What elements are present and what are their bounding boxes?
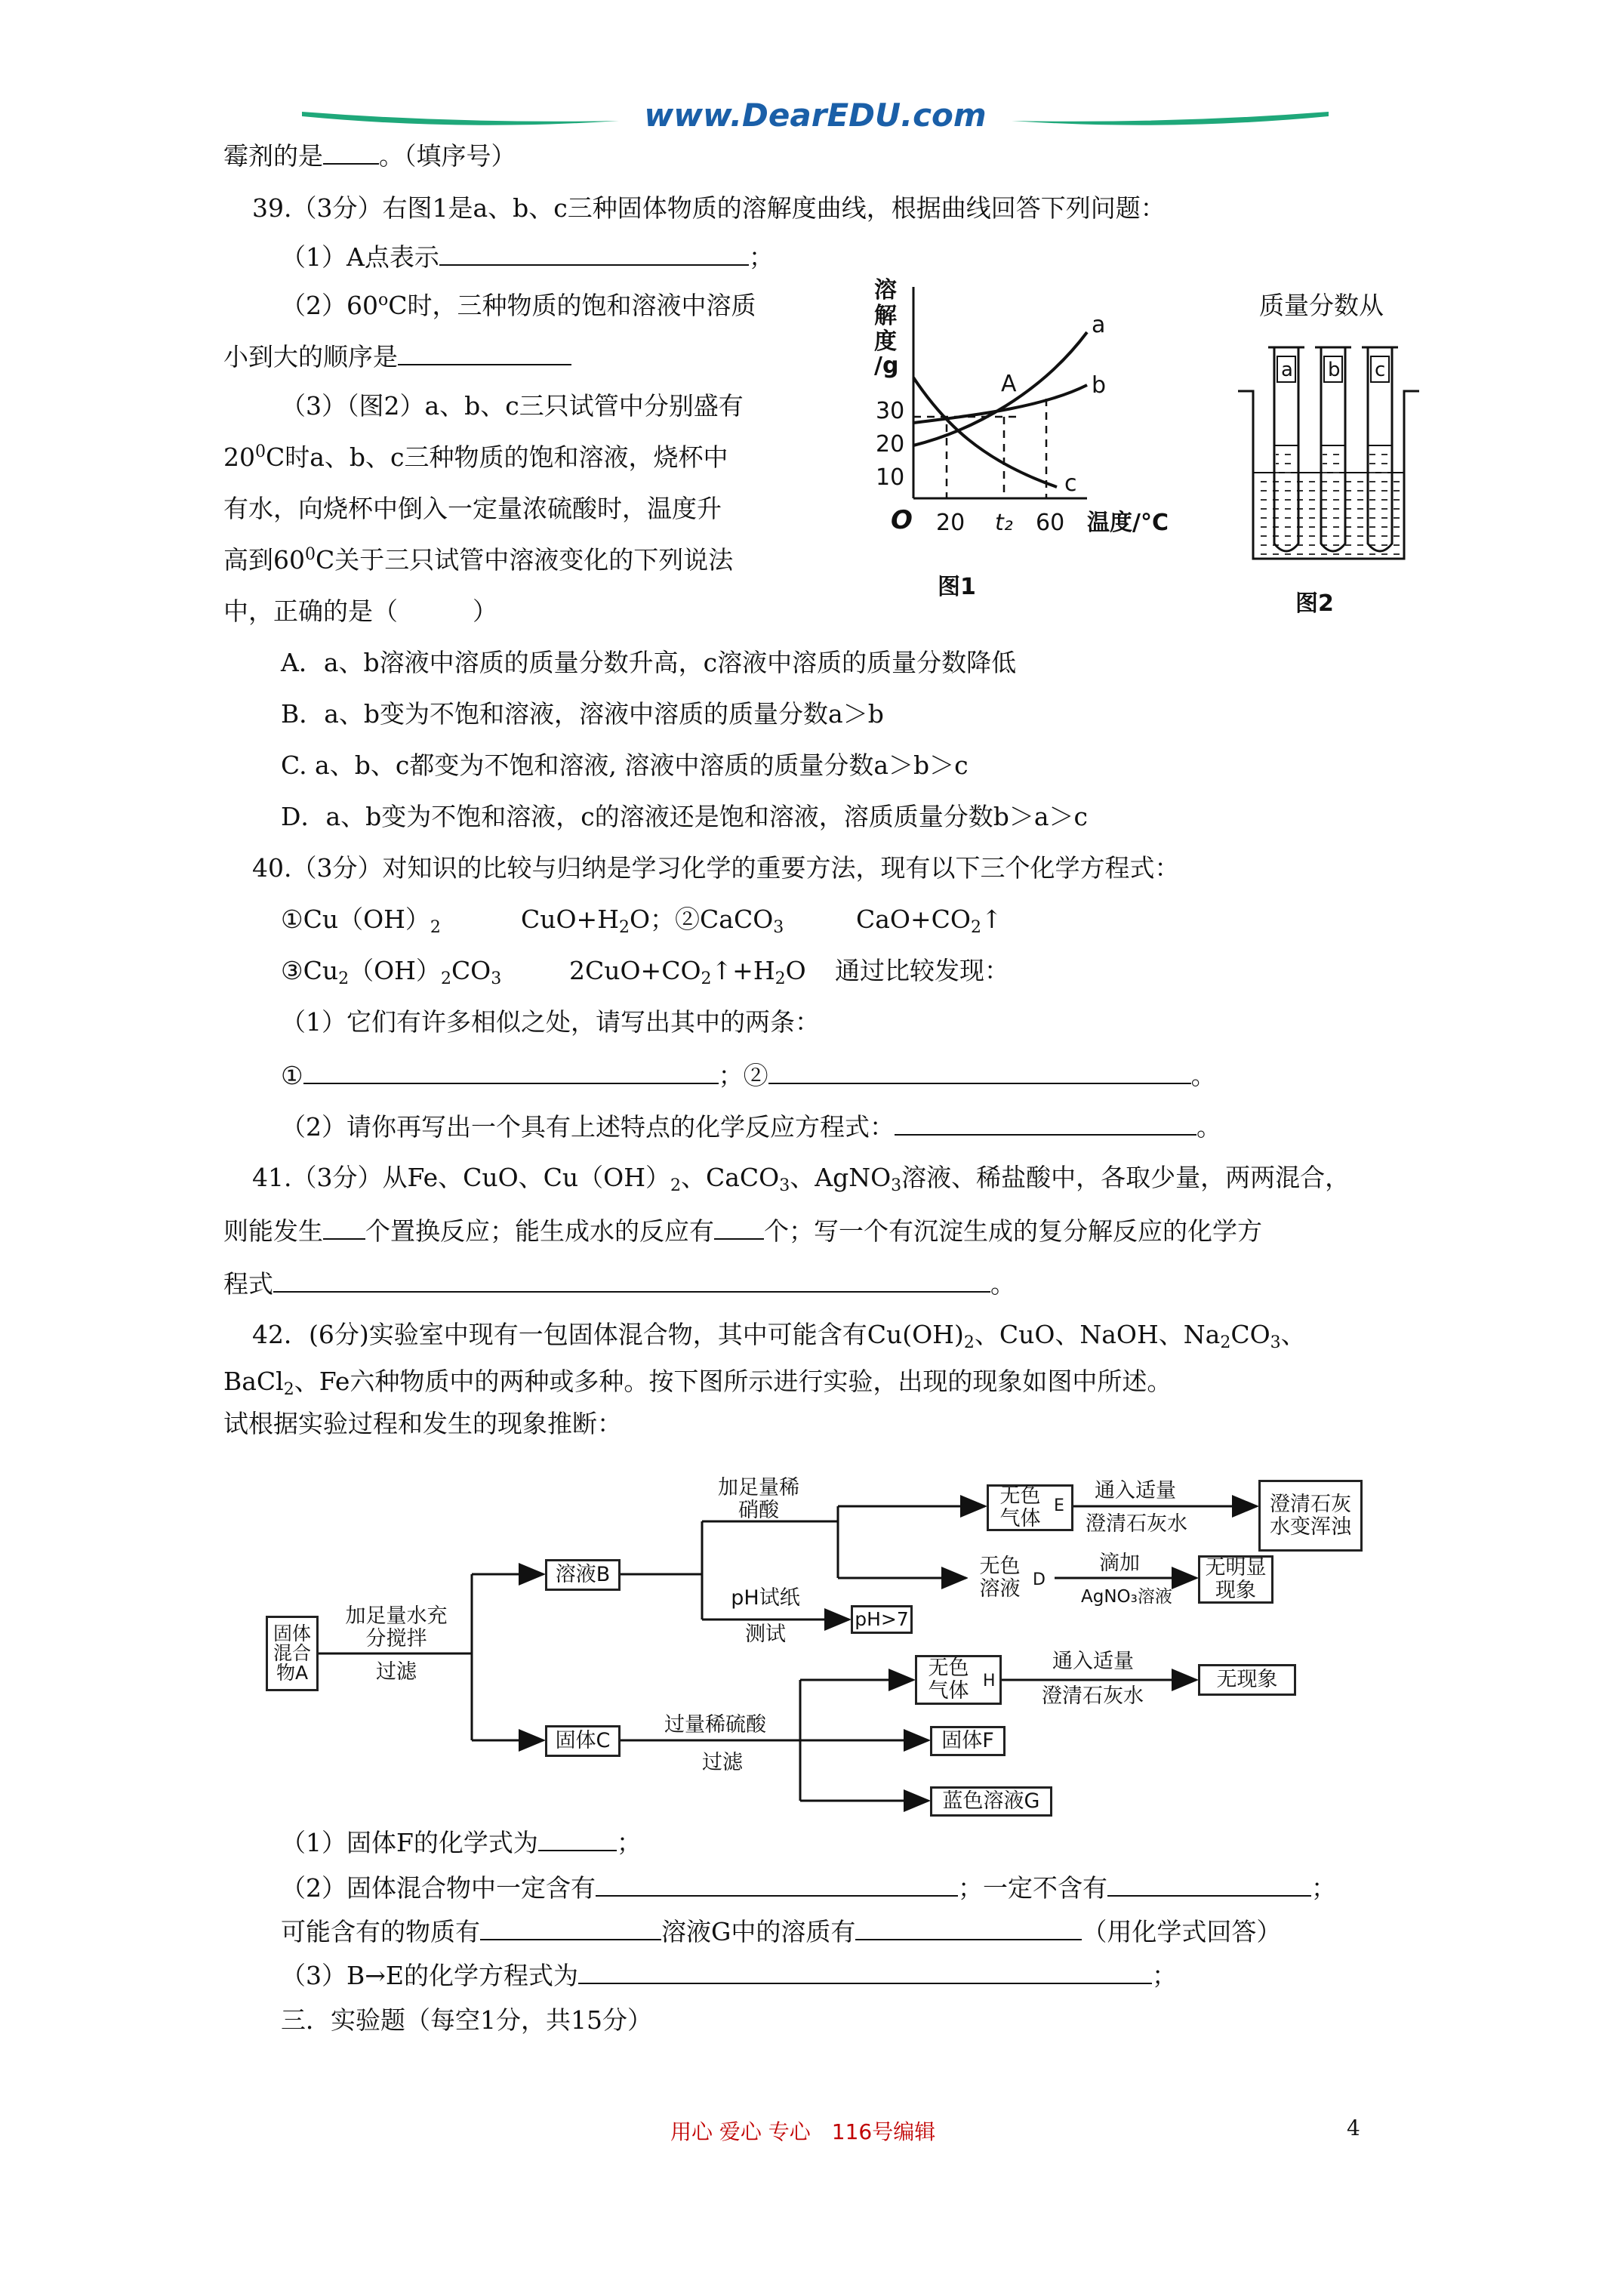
tube-label-c: c <box>1375 359 1386 381</box>
q40-1: （1）它们有许多相似之处，请写出其中的两条： <box>281 1007 820 1037</box>
fig1-curve-b: b <box>1092 372 1107 399</box>
flow-turbid: 澄清石灰水变浑浊 <box>1258 1480 1363 1552</box>
fig1-curve-a: a <box>1092 312 1106 338</box>
q42-line3: 试根据实验过程和发生的现象推断： <box>223 1409 622 1438</box>
fig1-xtick-60: 60 <box>1036 510 1065 536</box>
flow-sol-d: 无色溶液 <box>968 1552 1055 1604</box>
q41-line2: 则能发生 个置换反应；能生成水的反应有 个；写一个有沉淀生成的复分解反应的化学方 <box>223 1216 1262 1246</box>
flow-ph-result: pH>7 <box>851 1605 913 1634</box>
fig1-ylabel-4: /g <box>874 353 899 379</box>
q42-line1: 42．(6分)实验室中现有一包固体混合物，其中可能含有$Cu(OH)_2$、CuO、NaOH、$Na_2CO_3$、 <box>252 1320 1306 1352</box>
flow-solid-a: 固体混合物A <box>266 1616 319 1691</box>
option-c: C. a、b、c都变为不饱和溶液, 溶液中溶质的质量分数a＞b＞c <box>281 750 969 780</box>
flow-step1-top: 加足量水充分搅拌 <box>345 1604 448 1650</box>
fig1-caption: 图1 <box>938 574 976 600</box>
fig1-ytick-20: 20 <box>876 431 905 458</box>
flow-sol-d-label: D <box>1033 1570 1046 1589</box>
q40-title: 40.（3分）对知识的比较与归纳是学习化学的重要方法，现有以下三个化学方程式： <box>252 853 1180 883</box>
fig1-origin: O <box>891 505 913 535</box>
equation-1-product: $CuO+H_2O$；②CaCO$_3$ <box>521 905 784 937</box>
flow-drip: 滴加 <box>1099 1552 1140 1575</box>
q42-1: （1）固体F的化学式为 ； <box>281 1828 642 1857</box>
header-swoosh-right <box>1012 98 1329 136</box>
equation-1-2: $①Cu(OH)_2$ <box>281 905 441 937</box>
header-logo: www.DearEDU.com <box>644 97 987 134</box>
equation-3-note: 通过比较发现： <box>835 956 1009 985</box>
flow-h2so4-bottom: 过滤 <box>702 1751 743 1774</box>
fig1-xtick-t2: t₂ <box>995 510 1013 536</box>
fig1-ylabel-3: 度 <box>874 328 897 355</box>
q39-3e: 中，正确的是（ ） <box>223 596 497 626</box>
solubility-chart <box>861 272 1208 544</box>
fig1-xtick-20: 20 <box>936 510 965 536</box>
fig1-ytick-30: 30 <box>876 398 905 424</box>
flow-lime-bottom: 澄清石灰水 <box>1086 1512 1187 1536</box>
q39-3a: （3）（图2）a、b、c三只试管中分别盛有 <box>281 391 744 421</box>
fig1-ylabel-1: 溶 <box>874 277 897 304</box>
q42-2-line2: 可能含有的物质有 溶液G中的溶质有 （用化学式回答） <box>281 1917 1282 1946</box>
q39-3d: 高到$60^0C$关于三只试管中溶液变化的下列说法 <box>223 545 734 575</box>
fig1-xlabel: 温度/°C <box>1087 510 1169 536</box>
tube-label-b: b <box>1328 359 1341 381</box>
flow-solid-c: 固体C <box>545 1725 621 1757</box>
flow-ph-top: pH试纸 <box>731 1586 800 1610</box>
page-number: 4 <box>1347 2116 1360 2140</box>
flow-h2so4-top: 过量稀硫酸 <box>664 1713 766 1737</box>
beaker-figure <box>1223 332 1427 574</box>
flow-add-hno3: 加足量稀硝酸 <box>718 1476 799 1522</box>
equation-3: $③Cu_2(OH)_2CO_3$ <box>281 956 502 988</box>
q40-2: （2）请你再写出一个具有上述特点的化学反应方程式： 。 <box>281 1112 1221 1142</box>
fig2-caption: 图2 <box>1295 590 1334 617</box>
flow-no-change: 无现象 <box>1198 1664 1296 1696</box>
q39-2-right: 质量分数从 <box>1259 291 1384 320</box>
flow-no-obvious: 无明显现象 <box>1198 1555 1273 1604</box>
section-3-title: 三．实验题（每空1分，共15分） <box>281 2005 652 2035</box>
q39-title: 39.（3分）右图1是a、b、c三种固体物质的溶解度曲线，根据曲线回答下列问题： <box>252 193 1166 223</box>
footer-center: 用心 爱心 专心 116号编辑 <box>670 2119 936 2144</box>
flow-solution-b: 溶液B <box>545 1559 621 1591</box>
fig1-curve-c: c <box>1064 470 1077 497</box>
q42-line2: BaCl$_2$、Fe六种物质中的两种或多种。按下图所示进行实验，出现的现象如图中所述。 <box>223 1367 1172 1399</box>
q39-1: （1）A点表示 ； <box>281 242 774 272</box>
header <box>0 98 1623 143</box>
line-mold: 霉剂的是 。（填序号） <box>223 141 516 171</box>
flow-gas-e: 无色气体 <box>987 1484 1073 1531</box>
option-a: A．a、b溶液中溶质的质量分数升高，c溶液中溶质的质量分数降低 <box>281 648 1017 677</box>
q40-1-answers: ① ；② 。 <box>281 1061 1216 1090</box>
flow-gas-e-label: E <box>1054 1496 1064 1515</box>
flow-lime-top: 通入适量 <box>1095 1479 1176 1502</box>
flow-lime2-top: 通入适量 <box>1052 1650 1134 1673</box>
q39-2: （2）60$^o$C时，三种物质的饱和溶液中溶质 <box>281 291 756 320</box>
flow-gas-h-label: H <box>983 1672 996 1690</box>
flow-lime2-bottom: 澄清石灰水 <box>1042 1684 1144 1708</box>
q39-2c: 小到大的顺序是 <box>223 341 571 372</box>
flow-solid-f: 固体F <box>930 1726 1006 1756</box>
header-swoosh-left <box>302 98 619 136</box>
flow-gas-h: 无色气体 <box>915 1655 1002 1705</box>
fig1-ytick-10: 10 <box>876 464 905 491</box>
flow-diagram <box>257 1476 1404 1813</box>
q39-3c: 有水，向烧杯中倒入一定量浓硫酸时，温度升 <box>223 494 722 523</box>
flow-step1-bottom: 过滤 <box>376 1660 417 1684</box>
flow-blue-g: 蓝色溶液G <box>930 1786 1052 1817</box>
q39-3b: $20^0C$时a、b、c三种物质的饱和溶液，烧杯中 <box>223 442 728 472</box>
q41-line1: 41.（3分）从Fe、CuO、$Cu(OH)_2$、CaCO$_3$、AgNO$_3$溶液、稀盐酸中，各取少量，两两混合， <box>252 1163 1350 1195</box>
q42-3: （3）B→E的化学方程式为 ； <box>281 1961 1177 1990</box>
q42-2-line1: （2）固体混合物中一定含有 ；一定不含有 ； <box>281 1873 1336 1903</box>
q41-line3: 程式 。 <box>223 1269 1015 1299</box>
fig1-ylabel-2: 解 <box>874 303 897 329</box>
fig1-point-A: A <box>1001 371 1017 397</box>
option-b: B．a、b变为不饱和溶液，溶液中溶质的质量分数a＞b <box>281 699 884 729</box>
equation-3-product: $2CuO+CO_2↑+H_2O$ <box>569 956 806 988</box>
flow-agno3: AgNO₃溶液 <box>1081 1587 1172 1607</box>
tube-label-a: a <box>1281 359 1293 381</box>
flow-ph-bottom: 测试 <box>745 1623 786 1646</box>
option-d: D．a、b变为不饱和溶液，c的溶液还是饱和溶液，溶质质量分数b＞a＞c <box>281 802 1089 831</box>
equation-2-product: $CaO+CO_2↑$ <box>856 905 1002 937</box>
